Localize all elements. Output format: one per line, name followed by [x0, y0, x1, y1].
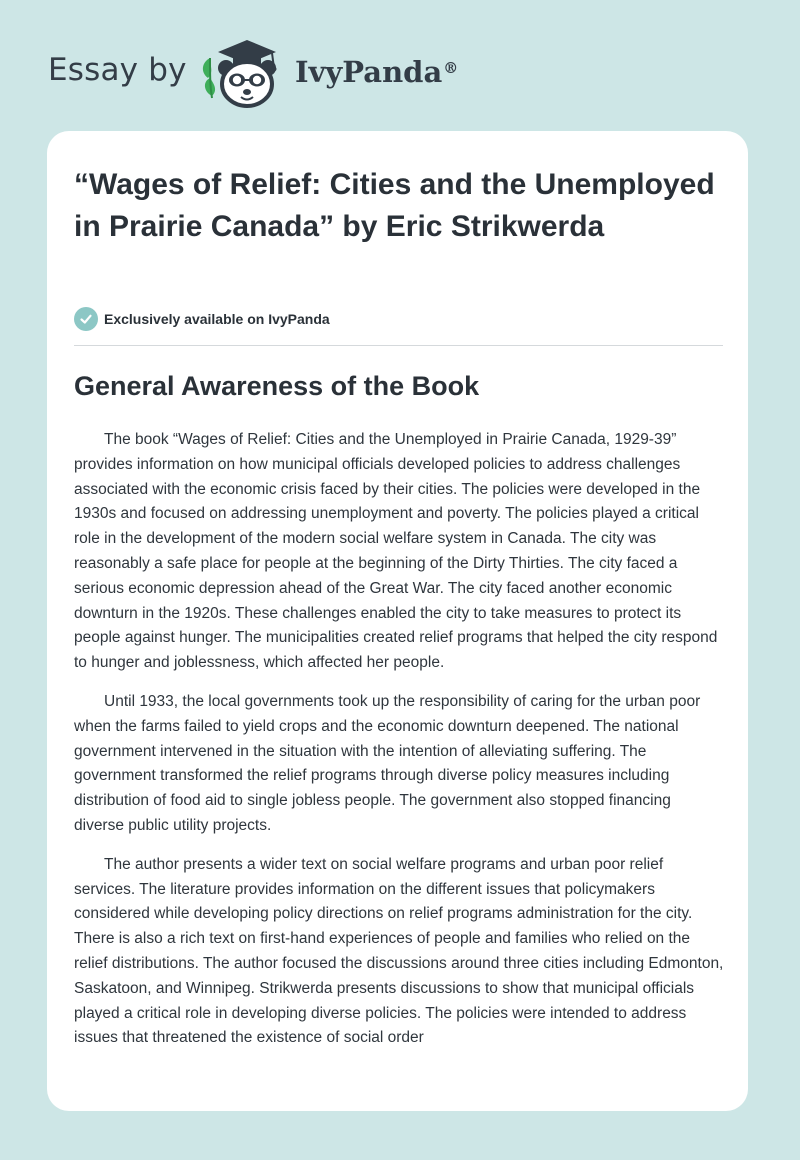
divider: [74, 345, 723, 346]
essay-body: [74, 428, 724, 1065]
exclusive-badge: [74, 306, 330, 332]
check-circle-icon: [74, 307, 98, 331]
paragraph-1: The book “Wages of Relief: Cities and the Unemployed in Prairie Canada, 1929-39” provides information on how municipal officials developed policies to address challenges associated with the economic crisis faced by their cities. The policies were developed in the 1930s and focused on addressing unemployment and poverty. The policies played a critical role in the development of the modern social welfare system in Canada. The city was reasonably a safe place for people at the beginning of the Dirty Thirties. The city faced a serious economic depression ahead of the Great War. The city faced another economic downturn in the 1920s. These challenges enabled the city to take measures to protect its people against hunger. The municipalities created relief programs that helped the city respond to hunger and joblessness, which affected her people.: [74, 431, 718, 672]
panda-logo-icon[interactable]: [198, 34, 292, 110]
essay-title: “Wages of Relief: Cities and the Unemployed in Prairie Canada” by Eric Strikwerda: [74, 168, 715, 243]
paragraph-2: Until 1933, the local governments took up the responsibility of caring for the urban poor when the farms failed to yield crops and the economic downturn deepened. The national government intervened in the situation with the intention of alleviating suffering. The government transformed the relief programs through diverse policy measures including distribution of food aid to single jobless people. The government also stopped financing diverse public utility projects.: [74, 692, 701, 834]
exclusive-label: Exclusively available on IvyPanda: [104, 311, 330, 327]
ivypanda-brand[interactable]: [295, 52, 458, 92]
brand-name: IvyPanda: [295, 55, 443, 89]
essay-card: [47, 131, 748, 1111]
section-heading: General Awareness of the Book: [74, 371, 480, 401]
site-header: [0, 0, 800, 125]
essay-by-label: Essay by: [48, 52, 187, 88]
registered-mark: ®: [443, 59, 459, 77]
leaf-icon: [203, 58, 215, 98]
paragraph-3: The author presents a wider text on social welfare programs and urban poor relief services. The literature provides information on the different issues that policymakers considered while developing policy directions on relief programs administration for the city. There is also a rich text on first-hand experiences of people and families who relied on the relief distributions. The author focused the discussions around three cities including Edmonton, Saskatoon, and Winnipeg. Strikwerda presents discussions to show that municipal officials played a critical role in developing diverse policies. The policies were intended to address issues that threatened the existence of social order: [74, 855, 724, 1047]
